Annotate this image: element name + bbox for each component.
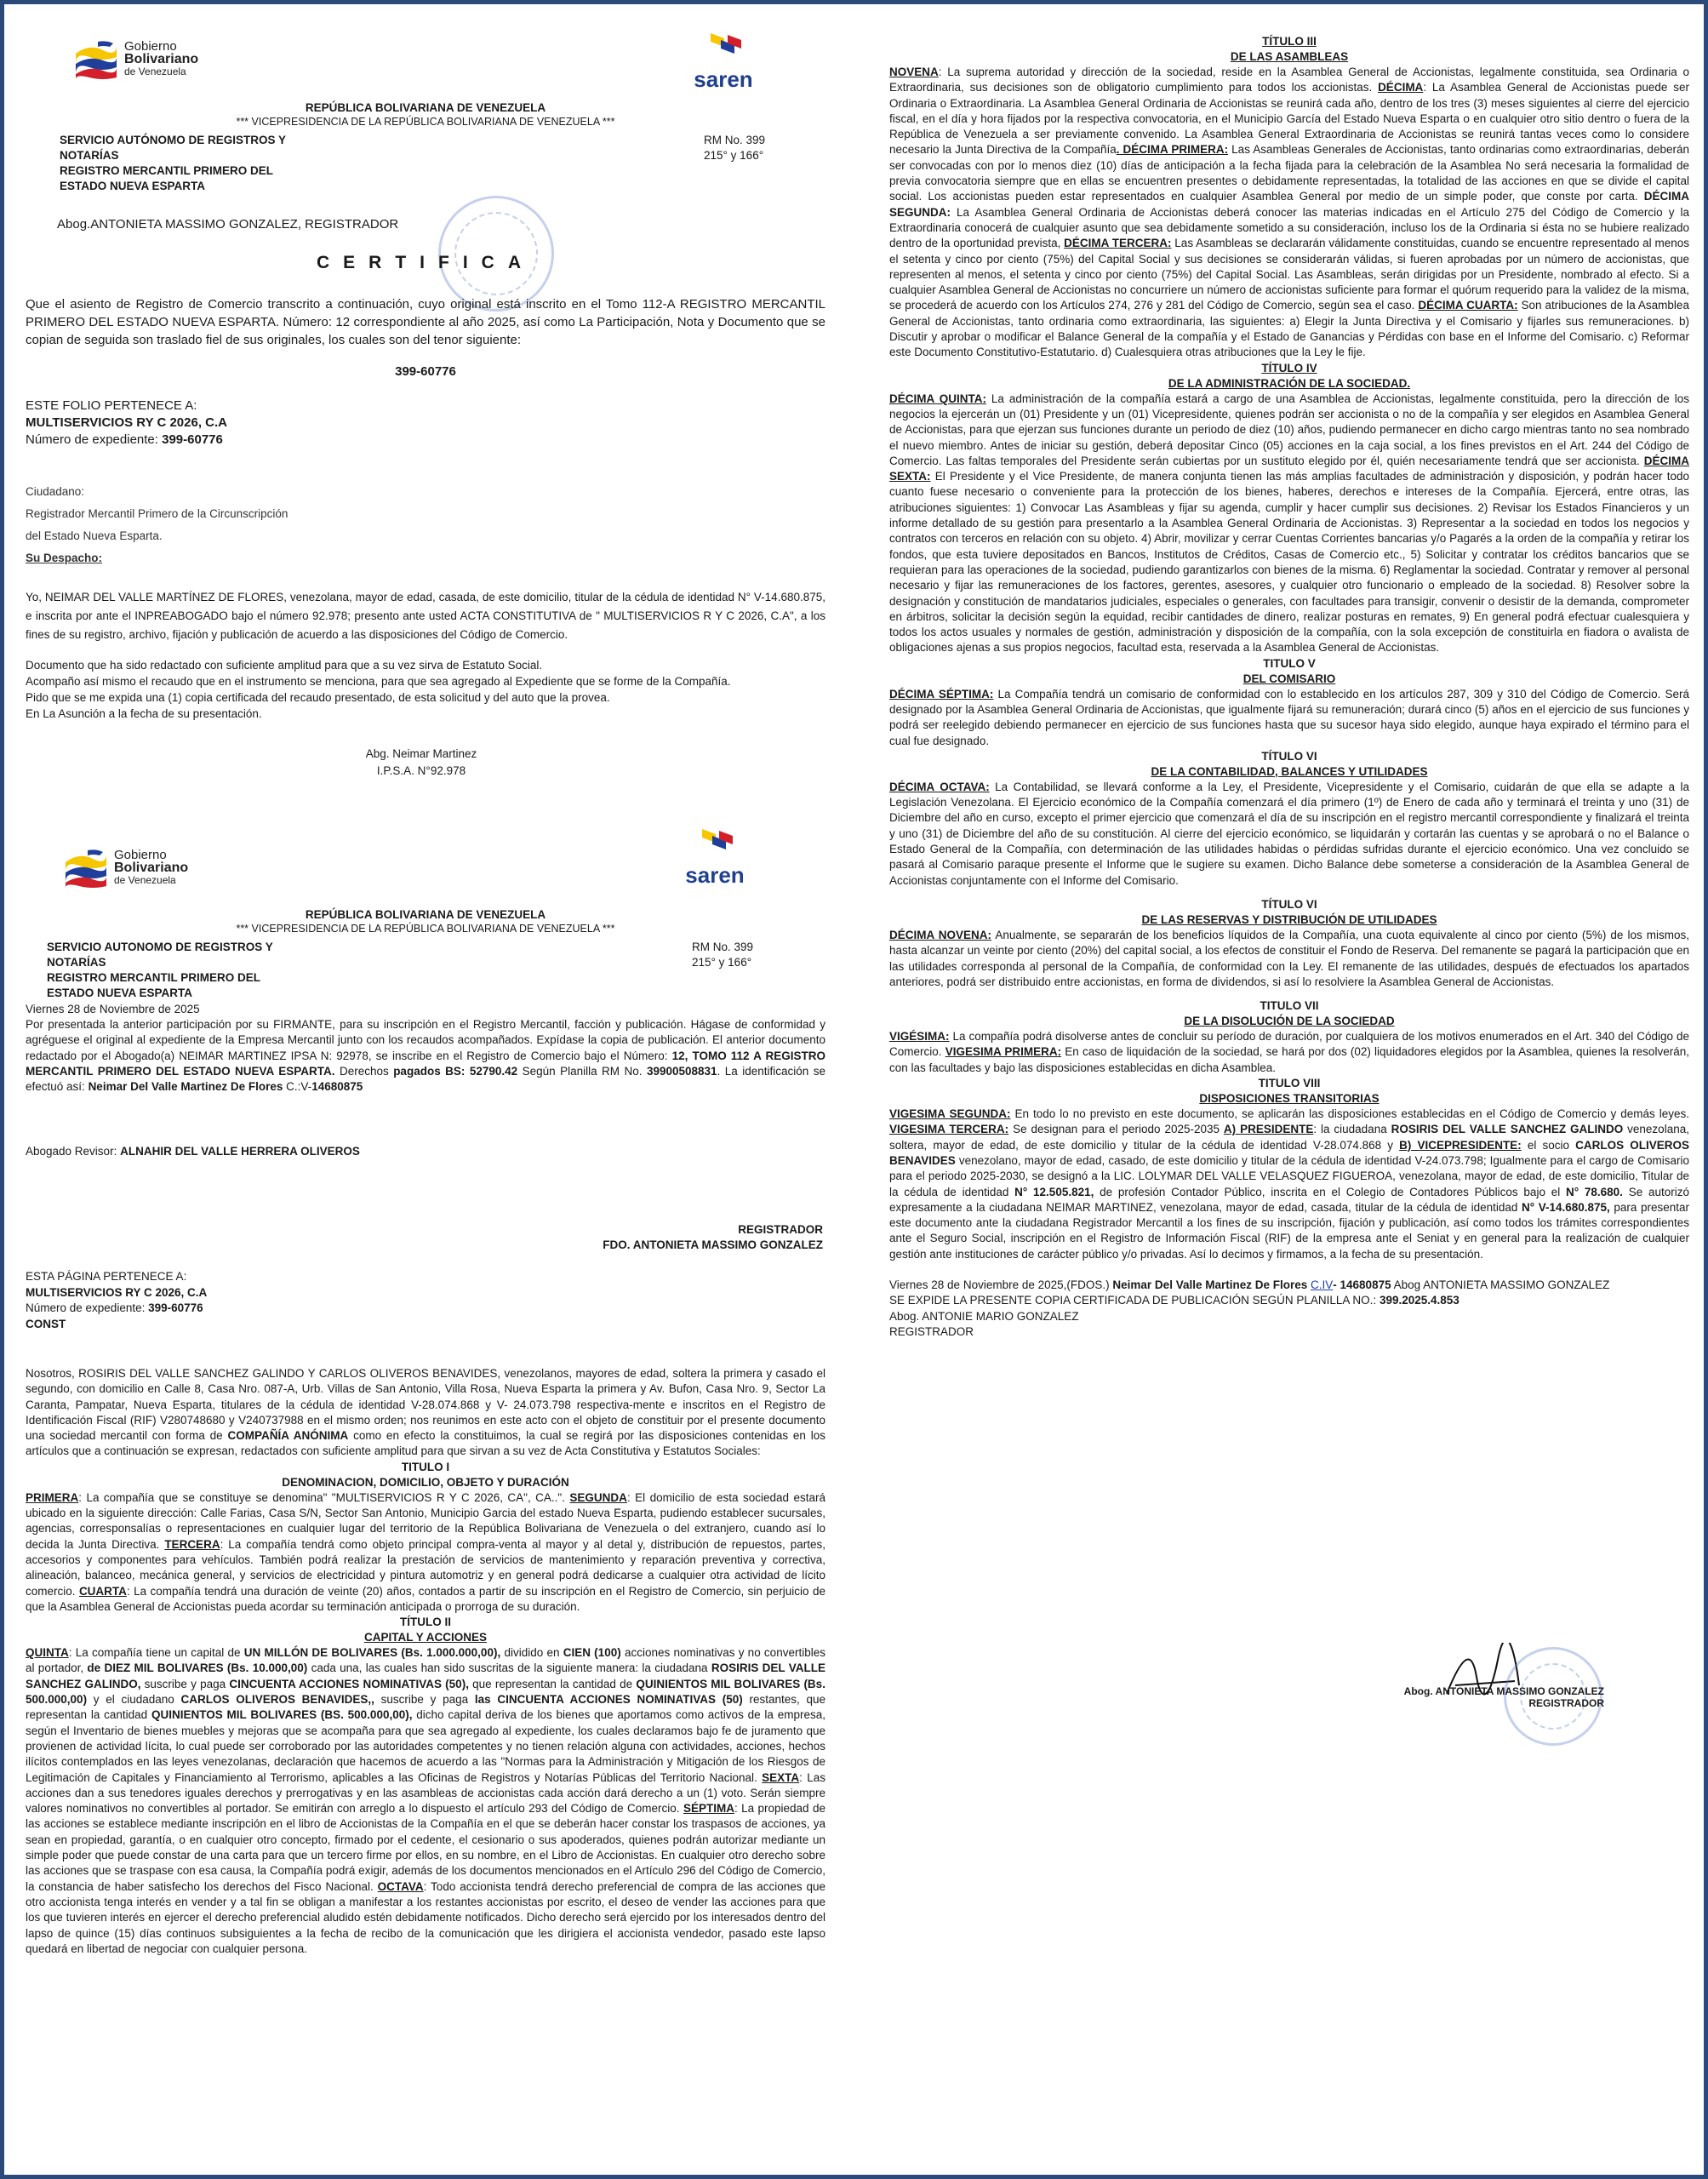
expediente-value: 399-60776 bbox=[162, 432, 223, 447]
vigesima-text: La compañía podrá disolverse antes de concluir su período de duración, por cualquiera de los motivos enumerados en el Art. 340 del Código de Comercio. bbox=[889, 1030, 1689, 1059]
decima-cuarta-label: DÉCIMA CUARTA: bbox=[1418, 299, 1518, 312]
vigesima-tercera-label: VIGESIMA TERCERA: bbox=[889, 1123, 1009, 1136]
quinta-a3: acciones nominativas y no convertibles al portador, bbox=[26, 1646, 825, 1675]
auto-text: Por presentada la anterior participación por su FIRMANTE, para su inscripción en el Registro Mercantil, facción y publicación. Hágase de conformidad y agréguese el original al expediente de la Empresa Mercantil junto con los recaudos acompañados. Expídase la copia de publicación. El anterior documento redactado por el Abogado(a) NEIMAR MARTINEZ IPSA N: 92978, se inscribe en el Registro de Comercio bajo el Número: bbox=[26, 1018, 825, 1062]
titulo-6b-name: DE LAS RESERVAS Y DISTRIBUCIÓN DE UTILIDADES bbox=[1141, 912, 1437, 926]
decima-tercera-label: DÉCIMA TERCERA: bbox=[1064, 237, 1172, 250]
vigesima-tercera-e: venezolano, mayor de edad, casado, de este domicilio y titular de la cédula de identidad V-24.073.798; Igualmente para el cargo de Comisario para el periodo 2025-2030, se designó a la LIC. LOLYMAR DEL VALLE VELASQUEZ FIGUEROA, venezolana, mayor de edad, de este domicilio, Titular de la cédula de identidad bbox=[889, 1153, 1689, 1198]
saren-logo bbox=[685, 30, 762, 90]
venezuela-flag-icon bbox=[72, 38, 119, 79]
titulo-6: TÍTULO VI bbox=[1261, 749, 1317, 763]
clausula-reservas bbox=[889, 928, 1689, 990]
acta-intro bbox=[26, 1366, 825, 1460]
decima-novena-label: DÉCIMA NOVENA: bbox=[889, 928, 992, 941]
segunda-label: SEGUNDA bbox=[569, 1490, 627, 1504]
cierre-planilla: 399.2025.4.853 bbox=[1379, 1294, 1460, 1307]
pagina-block bbox=[26, 1269, 207, 1332]
decima-sexta-text: El Presidente y el Vice Presidente, de manera conjunta tienen las más amplias facultades de administración y disposición, y podrán hacer todo cuanto fuese necesario o conveniente para la protección de los bienes, haberes, derechos e intereses de la Compañía. Ejercerá, entre otras, las atribuciones siguientes: 1) Convocar Las Asambleas y fijar su agenda, cumplir y hacer cumplir sus decisiones. 2) Revisar los Estados Financieros y un informe detallado de su gestión para presentarlo a la Asamblea General Ordinaria de Accionistas. 3) Representar a la sociedad en todos los negocios y contratos con terceros en relación con su objeto. 4) Abrir, movilizar y cerrar Cuentas Corrientes bancarias y/o Pagarés a la orden de la compañía y retirar los fondos, que esta tuviere depositados en Bancos, Institutos de Créditos, Casas de Comercio etc., 5) Solicitar y contratar los créditos bancarios que se requieran para las operaciones de la sociedad, pudiendo garantizarlos con bienes de la misma. 6) Reglamentar la sociedad. Contratar y remover al personal necesario y fijar las remuneraciones de los factores, gerentes, asesores, y cualquier otro funcionario o empleado de la sociedad. 8) Resolver sobre la designación y constitución de mandatarios judiciales, especiales o generales, con facultades para transigir, convenir o desistir de la demanda, comprometer en árbitros, solicitar la decisión según la equidad, recibir cantidades de dinero, realizar posturas en remates, 9) En general podrá efectuar cualesquiera y todos los actos usuales y normales de gestión, administración y disposición de la compañía, con la sola excepción de constituirla en fiadora o avalista de obligaciones ajenas a sus propios negocios, facultad esta, reservada a la Asamblea General de Accionistas. bbox=[889, 470, 1689, 655]
cierre-line4: REGISTRADOR bbox=[889, 1324, 974, 1338]
decima-septima-label: DÉCIMA SÉPTIMA: bbox=[889, 687, 994, 701]
vicepresidente-name: CARLOS OLIVEROS BENAVIDES bbox=[889, 1138, 1689, 1167]
registro-line2-2: ESTADO NUEVA ESPARTA bbox=[47, 987, 193, 999]
vigesima-segunda-text: En todo lo no previsto en este documento, se aplicarán las disposiciones establecidas en el Código de Comercio y demás leyes. bbox=[1014, 1107, 1690, 1121]
titulo-8: TITULO VIII bbox=[1258, 1077, 1321, 1090]
quinta-b1: UN MILLÓN DE BOLIVARES (Bs. 1.000.000,00), bbox=[243, 1646, 501, 1660]
quinta-a2: dividido en bbox=[504, 1646, 560, 1660]
colegio-numero: N° 78.680. bbox=[1565, 1185, 1623, 1198]
registrador-signature bbox=[26, 1222, 823, 1253]
quinta-b3: de DIEZ MIL BOLIVARES (Bs. 10.000,00) bbox=[87, 1661, 308, 1675]
autorizada-ci: N° V-14.680.875, bbox=[1522, 1200, 1610, 1214]
abogado-ipsa: I.P.S.A. N°92.978 bbox=[376, 764, 466, 777]
rm-number: RM No. 399 bbox=[704, 134, 766, 146]
auto-identificacion: . La identificación se efectuó así: bbox=[26, 1064, 825, 1094]
auto-derechos: Derechos bbox=[339, 1064, 389, 1078]
tercera-text: : La compañía tendrá como objeto principal compra-venta al mayor y al detal y, distribución de repuestos, partes, accesorios y componentes para vehículos. También podrá realizar la prestación de servicios de mantenimiento y reparación preventiva y correctiva, alineación, balanceo, mecánica general, y servicios de electricidad y pintura automotriz y en general podrá dedicarse a cualquier otra actividad de lícito comercio. bbox=[26, 1537, 825, 1598]
titulo-5: TITULO V bbox=[1263, 656, 1316, 670]
ciudadano-block bbox=[26, 481, 288, 569]
auto-ci: 14680875 bbox=[311, 1080, 363, 1094]
titulo-7-name: DE LA DISOLUCIÓN DE LA SOCIEDAD bbox=[1184, 1015, 1395, 1028]
acta-body bbox=[26, 1366, 825, 1957]
vigesima-tercera-f: de profesión Contador Público, inscrita en el Colegio de Contadores Públicos bajo el bbox=[1100, 1185, 1561, 1198]
cuarta-text: : La compañía tendrá una duración de veinte (20) años, contados a partir de su inscripción en el Registro de Comercio, sin perjuicio de que la Asamblea General de Accionistas pueda acordar su terminación anticipada o prorroga de su duración. bbox=[26, 1584, 825, 1613]
venezuela-flag-icon bbox=[62, 847, 109, 888]
quinta-a8: suscribe y paga bbox=[380, 1693, 469, 1707]
titulo-7: TITULO VII bbox=[1260, 999, 1319, 1013]
vigesima-tercera-g: Se autorizó expresamente a la ciudadana NEIMAR MARTINEZ, venezolana, mayor de edad, casada, titular de la cédula de identidad bbox=[889, 1185, 1689, 1214]
septima-label: SÉPTIMA bbox=[683, 1802, 734, 1816]
titulo-3-name: DE LAS ASAMBLEAS bbox=[1230, 50, 1349, 63]
expediente bbox=[26, 432, 227, 449]
quinta-b8: las CINCUENTA ACCIONES NOMINATIVAS (50) bbox=[474, 1693, 743, 1707]
solicitud-line2: Documento que ha sido redactado con suficiente amplitud para que a su vez sirva de Estatuto Social. bbox=[26, 659, 543, 672]
registrador-title: REGISTRADOR bbox=[738, 1223, 823, 1236]
primera-text: : La compañía que se constituye se denomina" "MULTISERVICIOS R Y C 2026, CA", CA..". bbox=[78, 1490, 565, 1504]
decima-segunda-label: DÉCIMA SEGUNDA: bbox=[889, 190, 1689, 219]
republica-title: REPÚBLICA BOLIVARIANA DE VENEZUELA bbox=[305, 101, 546, 114]
titulo-1: TITULO I bbox=[401, 1460, 450, 1473]
auto-date: Viernes 28 de Noviembre de 2025 bbox=[26, 1003, 200, 1015]
cierre-fecha: Viernes 28 de Noviembre de 2025,(FDOS.) bbox=[889, 1278, 1110, 1291]
auto-tomo: 12, TOMO 112 A REGISTRO MERCANTIL PRIMERO DEL ESTADO NUEVA ESPARTA. bbox=[26, 1049, 825, 1078]
cierre-ci: - 14680875 bbox=[1333, 1278, 1391, 1291]
quinta-a9: restantes, que representan la cantidad bbox=[26, 1693, 825, 1722]
decima-octava-label: DÉCIMA OCTAVA: bbox=[889, 780, 990, 793]
clausulas-administracion bbox=[889, 392, 1689, 656]
quinta-a5: suscribe y paga bbox=[144, 1677, 226, 1690]
titulo-6b: TÍTULO VI bbox=[1261, 897, 1317, 911]
tercera-label: TERCERA bbox=[164, 1537, 220, 1551]
folio-block bbox=[26, 397, 227, 449]
decima-quinta-label: DÉCIMA QUINTA: bbox=[889, 392, 986, 405]
quinta-b6: QUINIENTOS MIL BOLIVARES (Bs. 500.000,00) bbox=[26, 1677, 825, 1707]
decima-quinta-text: La administración de la compañía estará a cargo de una Asamblea de Accionistas, legalmente constituida, pero la dirección de los negocios la ejercerán un (01) Presidente y un (01) Vicepresidente, quienes podrán ser accionista o no de la compañía y ser elegidos en Asamblea General de Accionistas, para que ejerzan sus funciones durante un periodo de diez (10) años, pudiendo permanecer en dicho cargo mientras tanto no sea nombrado el nuevo miembro. Antes de iniciar su gestión, deberá depositar Cinco (05) acciones en la caja social, a los fines previstos en el Art. 244 del Código de Comercio. Las faltas temporales del Presidente serán cubiertas por un sustituto elegido por él, quién necesariamente tendrá que ser accionista. bbox=[889, 392, 1689, 467]
gob-line2: Bolivariano bbox=[124, 51, 199, 66]
titulo-3: TÍTULO III bbox=[1262, 35, 1317, 48]
registrador-fdo: FDO. ANTONIETA MASSIMO GONZALEZ bbox=[603, 1238, 823, 1251]
solicitud-line5: En La Asunción a la fecha de su presentación. bbox=[26, 707, 262, 720]
solicitud-paragraph: Yo, NEIMAR DEL VALLE MARTÍNEZ DE FLORES, venezolana, mayor de edad, casada, de este domicilio, titular de la cédula de identidad N° V-14.680.875, e inscrita por ante el INPREABOGADO bajo el número 92.978; presento ante usted ACTA CONSTITUTIVA de " MULTISERVICIOS R Y C 2026, C.A", a los fines de su registro, archivo, fijación y publicación de acuerdo a las disposiciones del Código de Comercio. bbox=[26, 591, 825, 641]
vicepresidencia-2: *** VICEPRESIDENCIA DE LA REPÚBLICA BOLIVARIANA DE VENEZUELA *** bbox=[236, 923, 615, 935]
decima-segunda-text: La Asamblea General Ordinaria de Accionistas deberá conocer las materias indicadas en el Artículo 275 del Código de Comercio y la Extraordinaria conocerá de cualquier asunto que sea debidamente sometido a su consideración, incluso los de la Ordinaria si ésta no se hubiere realizado dentro de la oportunidad prevista, bbox=[889, 205, 1689, 250]
auto-planilla: Según Planilla RM No. bbox=[522, 1064, 643, 1078]
cuarta-label: CUARTA bbox=[78, 1584, 127, 1598]
titulo-2-name: CAPITAL Y ACCIONES bbox=[363, 1631, 488, 1644]
acta-intro-text: Nosotros, ROSIRIS DEL VALLE SANCHEZ GALINDO Y CARLOS OLIVEROS BENAVIDES, venezolanos, mayores de edad, soltera la primera y casado el segundo, con domicilio en Calle 8, Casa Nro. 087-A, Urb. Villas de San Antonio, Villa Rosa, Nueva Esparta la primera y Av. Bufon, Casa Nro. 9, Sector La Caranta, Pampatar, Nueva Esparta, titulares de la cédula de identidad V-28.074.868 y V- 24.073.798 respectiva-mente e inscritos en el Registro de Identificación Fiscal (RIF) V280748680 y V240737988 en el mismo orden; nos reunimos en este acto con el objeto de constituir por el presente documento una sociedad mercantil con forma de bbox=[26, 1367, 825, 1443]
pagina-exp-value: 399-60776 bbox=[148, 1301, 203, 1314]
acta-intro-bold: COMPAÑÍA ANÓNIMA bbox=[227, 1429, 349, 1443]
certifica-title: CERTIFICA bbox=[317, 253, 534, 272]
titulo-4: TÍTULO IV bbox=[1261, 361, 1317, 375]
novena-text: : La suprema autoridad y dirección de la sociedad, reside en la Asamblea General de Accionistas, legalmente constituida, sea Ordinaria o Extraordinaria, sus decisiones son de obligatorio cumplimiento para todos los accionistas. bbox=[889, 66, 1689, 94]
gob-line3: de Venezuela bbox=[114, 873, 176, 886]
clausulas-asambleas bbox=[889, 65, 1689, 361]
auto-planilla-num: 39900508831 bbox=[646, 1064, 717, 1078]
vigesima-tercera-c: venezolana, soltera, mayor de edad, de este domicilio y titular de la cédula de identidad V-28.074.868 y bbox=[889, 1123, 1689, 1152]
registro-numero: 399-60776 bbox=[395, 364, 456, 379]
cierre-abog: Abog ANTONIETA MASSIMO GONZALEZ bbox=[1393, 1278, 1610, 1291]
quinta-a7: y el ciudadano bbox=[93, 1693, 174, 1707]
auto-firmante: Neimar Del Valle Martinez De Flores bbox=[88, 1080, 283, 1094]
titulo-6-name: DE LA CONTABILIDAD, BALANCES Y UTILIDADES bbox=[1151, 764, 1428, 778]
vigesima-tercera-a: Se designan para el periodo 2025-2035 bbox=[1013, 1123, 1220, 1136]
decima-primera-text: Las Asambleas Generales de Accionistas, tanto ordinarias como extraordinarias, deberán ser convocadas con por lo menos diez (10) días de anticipación a la fecha fijada para la celebración de la Asamblea No será necesaria la formalidad de previa convocatoria siempre que en ellas se encuentren presentes o debidamente representadas, la totalidad de las acciones en que se divide el capital social. Los accionistas pueden estar representados en cualquier Asamblea General por medio de un simple poder, que conste por carta. bbox=[889, 143, 1689, 203]
grados-2: 215° y 166° bbox=[692, 956, 752, 969]
auto-paragraph bbox=[26, 1017, 825, 1095]
acta-intro-end: como en efecto la constituimos, la cual se regirá por las disposiciones contenidas en los artículos que a continuación se expresan, redactados con suficiente amplitud para que sirvan a su vez de Acta Constitutiva y Estatutos Sociales: bbox=[26, 1429, 825, 1458]
cierre-ci-link[interactable]: C.IV bbox=[1311, 1278, 1334, 1291]
quinta-a4: cada una, las cuales han sido suscritas de la siguiente manera: la ciudadana bbox=[311, 1661, 708, 1675]
ciudadano: Ciudadano: bbox=[26, 485, 85, 498]
quinta-b2: CIEN (100) bbox=[563, 1646, 621, 1660]
titulo-8-name: DISPOSICIONES TRANSITORIAS bbox=[1199, 1092, 1380, 1106]
saren-icon bbox=[694, 826, 736, 858]
certification-text: Que el asiento de Registro de Comercio transcrito a continuación, cuyo original está inscrito en el Tomo 112-A REGISTRO MERCANTIL PRIMERO DEL ESTADO NUEVA ESPARTA. Número: 12 correspondiente al año 2025, así como La Participación, Nota y Documento que se copian de seguida son traslado fiel de sus originales, los cuales son del tenor siguiente: bbox=[26, 297, 825, 347]
gob-line1: Gobierno bbox=[114, 847, 167, 862]
vigesima-tercera-b: : la ciudadana bbox=[1313, 1123, 1387, 1136]
cierre-line1 bbox=[889, 1278, 1689, 1293]
decima-primera-label: . DÉCIMA PRIMERA: bbox=[1116, 143, 1229, 157]
sello-name: Abog. ANTONIETA MASSIMO GONZALEZ bbox=[1403, 1685, 1604, 1697]
octava-text: : Todo accionista tendrá derecho preferencial de compra de las acciones que otro accionista tenga interés en vender y a tal fin se obligan a manifestar a los restantes accionistas por escrito, el deseo de vender las acciones para que los que tuvieren interés en ejercer el derecho preferencial aludido estén debidamente notificados. Dicho derecho será ejercido por los interesados dentro del lapso de quince (15) días continuos subsiguientes a la fecha de recibo de la comunicación que les dirigiera el accionista vendedor, pasado este lapso quedará en libertad de negociar con cualquier persona. bbox=[26, 1879, 825, 1955]
ciudadano-line3: del Estado Nueva Esparta. bbox=[26, 529, 163, 542]
empresa-name: MULTISERVICIOS RY C 2026, C.A bbox=[26, 415, 228, 430]
sexta-text: : Las acciones dan a sus tenedores iguales derechos y prerrogativas y en las asambleas de accionistas cada acción dará derecho a un (1) voto. Serán siempre valores nominativos no convertibles al portador. Se emitirán con arreglo a lo dispuesto el artículo 293 del Código de Comercio. bbox=[26, 1770, 825, 1816]
quinta-b4: ROSIRIS DEL VALLE SANCHEZ GALINDO, bbox=[26, 1661, 825, 1690]
vigesima-tercera-h: para presentar este documento ante la ciudadana Registrador Mercantil a los fines de su inscripción, fijación y publicación, así como todos los trámites correspondientes ante el Seguro Social, inscripción en el Registro de Información Fiscal (RIF) de la empresa ante el Seniat y en general para la realización de cualquier gestión ante instituciones de carácter público y/o privadas. Así lo decimos y firmamos, a la fecha de su presentación. bbox=[889, 1200, 1689, 1261]
vicepresidencia: *** VICEPRESIDENCIA DE LA REPÚBLICA BOLIVARIANA DE VENEZUELA *** bbox=[236, 116, 615, 128]
saren-icon bbox=[702, 30, 745, 62]
abogado-signature bbox=[319, 746, 523, 780]
grados: 215° y 166° bbox=[704, 149, 764, 162]
gob-line2: Bolivariano bbox=[114, 860, 189, 875]
expediente-label: Número de expediente: bbox=[26, 432, 158, 447]
right-column bbox=[889, 34, 1689, 1340]
titulo-5-name: DEL COMISARIO bbox=[1242, 672, 1336, 685]
clausula-contabilidad bbox=[889, 780, 1689, 889]
cierre-line3: Abog. ANTONIE MARIO GONZALEZ bbox=[889, 1309, 1079, 1323]
registro-line1: REGISTRO MERCANTIL PRIMERO DEL bbox=[60, 164, 274, 177]
abogado-revisor bbox=[26, 1144, 360, 1159]
presidente-name: ROSIRIS DEL VALLE SANCHEZ GALINDO bbox=[1391, 1123, 1624, 1136]
auto-pagados: pagados BS: 52790.42 bbox=[393, 1064, 518, 1078]
octava-label: OCTAVA bbox=[377, 1879, 424, 1893]
servicio-line2: NOTARÍAS bbox=[60, 149, 119, 162]
clausulas-disolucion bbox=[889, 1029, 1689, 1076]
servicio-line2-2: NOTARÍAS bbox=[47, 956, 106, 969]
vigesima-label: VIGÉSIMA: bbox=[889, 1030, 950, 1044]
segunda-text: : El domicilio de esta sociedad estará ubicado en la siguiente dirección: Calle Farias, Casa S/N, Sector San Antonio, Municipio Garcia del estado Nueva Esparta, pudiendo establecer sucursales, agencias, corresponsalías o representaciones en cualquier lugar del territorio de la República Bolivariana de Venezuela o del extranjero, cuando así lo decida la Junta Directiva. bbox=[26, 1490, 825, 1551]
cierre-block bbox=[889, 1278, 1689, 1340]
comisario-ci: N° 12.505.821, bbox=[1014, 1185, 1094, 1198]
vigesima-segunda-label: VIGESIMA SEGUNDA: bbox=[889, 1107, 1011, 1121]
pagina-exp-label: Número de expediente: bbox=[26, 1301, 146, 1314]
gob-line3: de Venezuela bbox=[124, 65, 186, 77]
vigesima-primera-text: En caso de liquidación de la sociedad, se hará por dos (02) liquidadores elegidos por la Asamblea, quienes la resolverán, con las facultades y bajo las disposiciones establecidas en dicha Asamblea. bbox=[889, 1045, 1689, 1074]
pagina-label: ESTA PÁGINA PERTENECE A: bbox=[26, 1270, 187, 1283]
quinta-a: : La compañía tiene un capital de bbox=[68, 1646, 241, 1660]
republica-title-2: REPÚBLICA BOLIVARIANA DE VENEZUELA bbox=[305, 908, 546, 921]
saren-text: saren bbox=[685, 862, 745, 888]
decima-octava-text: La Contabilidad, se llevará conforme a la Ley, el Presidente, Vicepresidente y el Comisario, cuidarán de que ella se adapte a la Legislación Venezolana. El Ejercicio económico de la Compañía comenzará el día primero (1º) de Enero de cada año y terminará el treinta y uno (31) de Diciembre del año en curso, excepto el primer ejercicio que comenzará el día de su inscripción en el registro mercantil correspondiente y finalizará el treinta y uno (31) de Diciembre del año de su constitución. Al cierre del ejercicio económico, se liquidarán y cortarán las cuentas y se aprobará o no el Balance o Estado General de la Compañía, con determinación de las utilidades habidas o pérdidas sufridas durante el ejercicio económico. Una vez concluido se pasará al Comisario paraque presente el Informe que le sugiere su examen. Dicho Balance debe someterse a consideración de la Asamblea General de Accionistas conjuntamente con el Informe del Comisario. bbox=[889, 780, 1689, 887]
sello-title: REGISTRADOR bbox=[1528, 1697, 1604, 1709]
su-despacho: Su Despacho: bbox=[26, 552, 103, 564]
cierre-line2 bbox=[889, 1293, 1689, 1308]
gob-line1: Gobierno bbox=[124, 38, 177, 54]
decima-cuarta-text: Son atribuciones de la Asamblea General de Accionistas, tanto ordinaria como extraordinaria, las siguientes: a) Elegir la Junta Directiva y el Comisario y fijarles sus remuneraciones. b) Discutir y aprobar o modificar el Balance General de la compañía y el Estado de Ganancias y Pérdidas con base en el Informe del Comisario. c) Reformar este Documento Constitutivo-Estatutario. d) Cualesquiera otras atribuciones que la Ley le fije. bbox=[889, 299, 1689, 359]
clausulas-transitorias bbox=[889, 1107, 1689, 1262]
sexta-label: SEXTA bbox=[762, 1770, 800, 1784]
sello-signature bbox=[1332, 1685, 1604, 1709]
presidente-label: A) PRESIDENTE bbox=[1223, 1123, 1314, 1136]
novena-label: NOVENA bbox=[889, 66, 939, 78]
primera-label: PRIMERA bbox=[26, 1490, 79, 1504]
titulo-1-name: DENOMINACION, DOMICILIO, OBJETO Y DURACIÓN bbox=[282, 1475, 569, 1489]
abog-registrador: Abog.ANTONIETA MASSIMO GONZALEZ, REGISTRADOR bbox=[57, 217, 399, 232]
saren-text: saren bbox=[694, 66, 753, 92]
rm-number-2: RM No. 399 bbox=[692, 941, 754, 953]
vigesima-tercera-d: el socio bbox=[1527, 1138, 1570, 1152]
decima-tercera-text: Las Asambleas se declararán válidamente constituidas, cuando se encuentre representado al menos el setenta y cinco por ciento (75%) del Capital Social y sus decisiones se considerarán válidas, si fueren aprobadas por un número de accionistas, que representen al menos, el setenta y cinco por ciento (75%) del Capital Social. Las Asambleas, serán dirigidas por un Presidente, nombrado al efecto. Si a cualquier Asamblea General de Accionistas no concurriere un número de accionistas suficiente para formar el quórum requerido para la validez de la misma, se procederá de acuerdo con los Artículos 274, 276 y 281 del Código de Comercio, según sea el caso. bbox=[889, 237, 1689, 312]
solicitud-line3: Acompaño así mismo el recaudo que en el instrumento se menciona, para que sea agregado al Expediente que se forme de la Compañía. bbox=[26, 675, 731, 688]
servicio-line1-2: SERVICIO AUTONOMO DE REGISTROS Y bbox=[47, 941, 273, 953]
registro-line1-2: REGISTRO MERCANTIL PRIMERO DEL bbox=[47, 971, 261, 984]
gobierno-logo-2 bbox=[62, 847, 188, 888]
saren-logo-2 bbox=[677, 826, 753, 886]
clausulas-1-4 bbox=[26, 1490, 825, 1615]
cierre-firmante: Neimar Del Valle Martinez De Flores bbox=[1112, 1278, 1308, 1291]
septima-text: : La propiedad de las acciones se establece mediante inscripción en el libro de Accionistas de la Compañía en el que se deberán hacer constar los traspasos de acciones, ya sean en propiedad, garantía, o en cualquier otro concepto, firmado por el cedente, el cesionario o sus apoderados, quienes podrán autorizar mediante un simple poder que puede constar de una carta para que un tercero firme por ellos, en su nombre, en el Libro de Accionistas. En cualquier otro derecho sobre las acciones que se traspase con esa causa, la Compañía podrá exigir, además de los documentos mencionados en el Artículo 296 del Código de Comercio, la constancia de haber satisfecho los derechos del Fisco Nacional. bbox=[26, 1802, 825, 1893]
pagina-empresa: MULTISERVICIOS RY C 2026, C.A bbox=[26, 1285, 208, 1299]
folio-label: ESTE FOLIO PERTENECE A: bbox=[26, 398, 197, 413]
titulo-2: TÍTULO II bbox=[400, 1616, 451, 1629]
gobierno-logo bbox=[72, 38, 198, 79]
abogado-name: Abg. Neimar Martinez bbox=[365, 747, 477, 760]
quinta-a6: que representan la cantidad de bbox=[472, 1677, 633, 1690]
decima-label: DÉCIMA bbox=[1378, 81, 1424, 94]
quinta-rest: dicho capital deriva de los bienes que aportamos como activos de la empresa, según el Inventario de bienes muebles y mejoras que se acompaña para que sea agregado al expediente, los cuales declaramos bajo fe de juramento que provienen de actividad lícita, lo cual puede ser corroborado por las autoridades competentes y no tienen relación alguna con actividades, acciones, hechos ilícitos contemplados en las leyes venezolanas, declaración que hacemos de acuerdo a las "Normas para la Administración y Mitigación de los Riesgos de Legitimación de Capitales y Financiamiento al Terrorismo, aplicables a las Oficinas de Registros y Notarías Públicas del Territorio Nacional. bbox=[26, 1708, 825, 1784]
quinta-b9: QUINIENTOS MIL BOLIVARES (BS. 500.000,00), bbox=[151, 1708, 413, 1722]
const-label: CONST bbox=[26, 1317, 66, 1330]
pagina-expediente bbox=[26, 1301, 207, 1317]
clausula-comisario bbox=[889, 687, 1689, 749]
decima-septima-text: La Compañía tendrá un comisario de conformidad con lo establecido en los artículos 287, 309 y 310 del Código de Comercio. Será designado por la Asamblea General Ordinaria de Accionistas, que igualmente fijará su remuneración; durará cinco (5) años en el ejercicio de sus funciones y podrá ser reelegido debiendo permanecer en ejercicio de sus funciones hasta que su sucesor haya sido elegido, aunque haya expirado el término para el cual fue designado. bbox=[889, 687, 1690, 747]
titulo-4-name: DE LA ADMINISTRACIÓN DE LA SOCIEDAD. bbox=[1168, 376, 1411, 390]
decima-text: : La Asamblea General de Accionistas puede ser Ordinaria o Extraordinaria. La Asamblea General Ordinaria de Accionistas se reunirá cada año, dentro de los tres (3) meses siguientes al cierre del ejercicio fiscal, en el día y hora fijados por la respectiva convocatoria, en el Municipio García del Estado Nueva Esparta o en cualquier otro sitio dentro o fuera de la República de Venezuela a ser previamente convenido. La Asamblea General Extraordinaria de Accionistas se reunirá tantas veces como lo considere necesario la Junta Directiva de la Compañía bbox=[889, 81, 1689, 157]
registro-line2: ESTADO NUEVA ESPARTA bbox=[60, 180, 206, 192]
servicio-line1: SERVICIO AUTÓNOMO DE REGISTROS Y bbox=[60, 134, 287, 146]
decima-novena-text: Anualmente, se separarán de los beneficios líquidos de la Compañía, una cuota equivalente al cinco por ciento (5%) de los mismos, hasta alcanzar un veinte por ciento (20%) del capital social, a los efectos de constituir el Fondo de Reserva. Del remanente se pagará la participación que en las utilidades corresponda al personal de la Compañía, de conformidad con la Ley. El remanente de las utilidades, después de efectuados los apartados anteriores, podrá ser distribuido entre accionistas, en forma de dividendos, si así lo resolviere la Asamblea General de Accionistas. bbox=[889, 928, 1689, 988]
cierre-expide: SE EXPIDE LA PRESENTE COPIA CERTIFICADA DE PUBLICACIÓN SEGÚN PLANILLA NO.: bbox=[889, 1294, 1377, 1307]
vigesima-primera-label: VIGESIMA PRIMERA: bbox=[945, 1045, 1062, 1059]
decima-sexta-label: DÉCIMA SEXTA: bbox=[889, 454, 1689, 483]
vicepresidente-label: B) VICEPRESIDENTE: bbox=[1399, 1138, 1522, 1152]
solicitud-line4: Pido que se me expida una (1) copia certificada del recaudo presentado, de esta solicitud y del auto que la provea. bbox=[26, 691, 610, 704]
ciudadano-line2: Registrador Mercantil Primero de la Circunscripción bbox=[26, 507, 288, 520]
revisor-label: Abogado Revisor: bbox=[26, 1145, 117, 1158]
clausulas-5-8 bbox=[26, 1645, 825, 1957]
auto-ci-label: C.:V- bbox=[286, 1080, 312, 1094]
quinta-label: QUINTA bbox=[26, 1646, 69, 1660]
revisor-name: ALNAHIR DEL VALLE HERRERA OLIVEROS bbox=[120, 1145, 360, 1158]
quinta-b7: CARLOS OLIVEROS BENAVIDES,, bbox=[180, 1693, 374, 1707]
quinta-b5: CINCUENTA ACCIONES NOMINATIVAS (50), bbox=[229, 1677, 469, 1690]
